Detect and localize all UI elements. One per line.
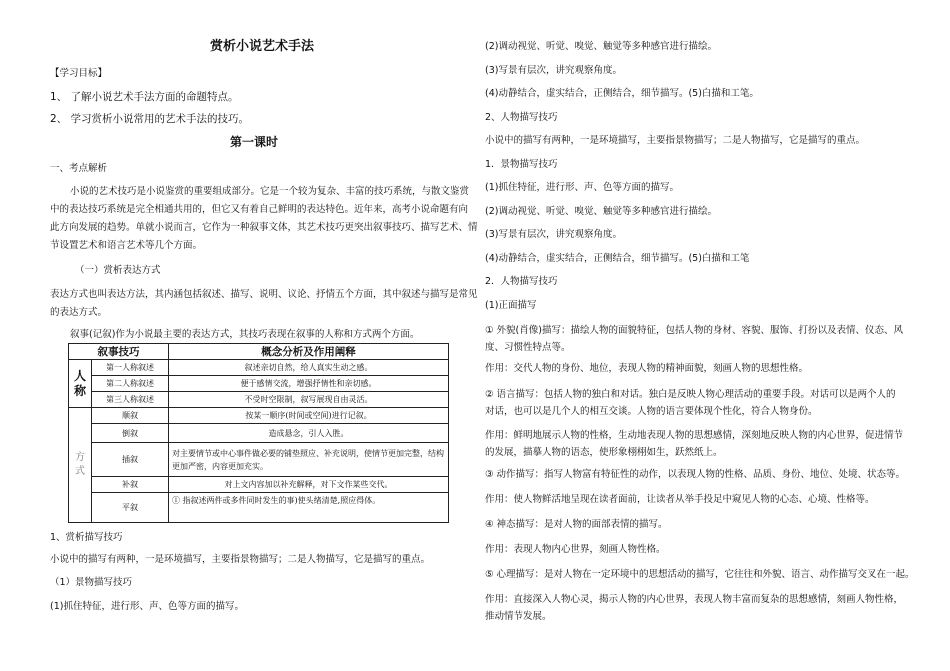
table-cell: 不受时空限制，叙写展现自由灵活。 [169,392,449,408]
paragraph-line: 表达方式也叫表达方法，其内涵包括叙述、描写、说明、议论、抒情五个方面，其中叙述与描写是常见 [50,289,478,300]
table-row [69,424,449,443]
description-line: ④ 神态描写：是对人物的面部表情的描写。 [485,519,668,530]
subsection-heading: （1）景物描写技巧 [50,577,133,588]
table-cell: 按某一顺序(时间或空间)进行记叙。 [169,408,449,424]
table-row [69,360,449,376]
description-block: ① 外貌(肖像)描写：描绘人物的面貌特征，包括人物的身材、容貌、服饰、打扮以及表情、仪态、风度、习惯性特点等。 [485,325,903,353]
table-cell: 造成悬念，引人入胜。 [169,424,449,443]
effect-line: 作用：表现人物内心世界，刻画人物性格。 [485,544,666,555]
subsection-heading: 2．人物描写技巧 [485,276,558,287]
intro-line: 中的表达技巧系统是完全相通共用的，但它又有着自己鲜明的表达特色。近年来，高考小说命题有向 [50,204,469,215]
description-line: ③ 动作描写：指写人物富有特征性的动作，以表现人物的性格、品质、身份、地位、处境、状态等。 [485,469,906,480]
table-header-cell: 概念分析及作用阐释 [169,344,449,360]
paragraph-line: 的表达方式。 [50,307,108,318]
table-cell: ① 指叙述两件或多件同时发生的事)使头绪清楚,照应得体。 [169,493,449,523]
goal-header: 【学习目标】 [50,68,108,79]
subsection-heading: (1)正面描写 [485,300,537,311]
table-row [69,443,449,477]
table-cell: 第二人称叙述 [92,376,169,392]
paragraph-line: 叙事(记叙)作为小说最主要的表达方式，其技巧表现在叙事的人称和方式两个方面。 [70,329,420,340]
narration-table [68,343,449,523]
paragraph-line: (4)动静结合，虚实结合，正侧结合，细节描写。(5)白描和工笔 [485,253,750,264]
intro-line: 此方向发展的趋势。单就小说而言，它作为一种叙事文体，其艺术技巧更突出叙事技巧、描写艺术、情 [50,222,478,233]
table-row [69,392,449,408]
table-cell: 第一人称叙述 [92,360,169,376]
effect-line: 作用：使人物鲜活地呈现在读者面前，让读者从举手投足中窥见人物的心态、心境、性格等。 [485,494,875,505]
description-line: ⑤ 心理描写：是对人物在一定环境中的思想活动的描写，它往往和外貌、语言、动作描写交叉在一起。 [485,569,915,580]
paragraph-line: 小说中的描写有两种，一是环境描写，主要指景物描写；二是人物描写，它是描写的重点。 [485,135,866,146]
table-row [69,493,449,523]
table-cell: 对上文内容加以补充解释，对下文作某些交代。 [169,477,449,493]
section-heading: 一、考点解析 [50,163,108,174]
paragraph-line: (2)调动视觉、听觉、嗅觉、触觉等多种感官进行描绘。 [485,206,717,217]
intro-line: 小说的艺术技巧是小说鉴赏的重要组成部分。它是一个较为复杂、丰富的技巧系统，与散文鉴赏 [70,186,470,197]
effect-line: 作用：交代人物的身份、地位，表现人物的精神面貌，刻画人物的思想性格。 [485,363,809,374]
paragraph-line: (3)写景有层次，讲究观察角度。 [485,229,622,240]
table-cell: 补叙 [92,477,169,493]
paragraph-line: 小说中的描写有两种，一是环境描写，主要指景物描写；二是人物描写，它是描写的重点。 [50,554,431,565]
table-row [69,376,449,392]
paragraph-line: (4)动静结合，虚实结合，正侧结合，细节描写。(5)白描和工笔。 [485,88,759,99]
subsection-heading: （一）赏析表达方式 [75,265,161,276]
subsection-heading: 1．景物描写技巧 [485,159,558,170]
effect-block: 作用：直接深入人物心灵，揭示人物的内心世界，表现人物丰富而复杂的思想感情，刻画人物性格，推动情节发展。 [485,594,904,622]
goal-1: 1、 了解小说艺术手法方面的命题特点。 [50,91,239,103]
section-heading: 1、赏析描写技巧 [50,532,123,543]
intro-line: 节设置艺术和语言艺术等几个方面。 [50,240,203,251]
table-cell: 对主要情节或中心事件做必要的铺垫照应、补充说明，使情节更加完整，结构更加严密，内容更加充实。 [169,443,449,477]
lesson-title: 第一课时 [230,135,279,149]
table-cell: 便于感情交流，增强抒情性和亲切感。 [169,376,449,392]
paragraph-line: (1)抓住特征，进行形、声、色等方面的描写。 [50,601,244,612]
table-cell: 平叙 [92,493,169,523]
table-row [69,408,449,424]
table-cell: 第三人称叙述 [92,392,169,408]
table-cell: 倒叙 [92,424,169,443]
table-cell: 顺叙 [92,408,169,424]
table-cell: 插叙 [92,443,169,477]
paragraph-line: (2)调动视觉、听觉、嗅觉、触觉等多种感官进行描绘。 [485,41,717,52]
table-cell: 叙述亲切自然，给人真实生动之感。 [169,360,449,376]
table-row [69,477,449,493]
description-block: ② 语言描写：包括人物的独白和对话。独白是反映人物心理活动的重要手段。对话可以是两个人的对话，也可以是几个人的相互交谈。人物的语言要体现个性化，符合人物身份。 [485,389,896,417]
table-header-row [69,344,449,360]
page-title: 赏析小说艺术手法 [210,39,315,54]
paragraph-line: (1)抓住特征，进行形、声、色等方面的描写。 [485,182,679,193]
group-label: 人 称 [69,360,92,408]
effect-block: 作用：鲜明地展示人物的性格，生动地表现人物的思想感情，深刻地反映人物的内心世界，促进情节的发展，描摹人物的语态，使形象栩栩如生，跃然纸上。 [485,430,904,458]
table-header-cell: 叙事技巧 [69,344,169,360]
group-label: 方 式 [69,408,92,523]
section-heading: 2、人物描写技巧 [485,112,558,123]
goal-2: 2、 学习赏析小说常用的艺术手法的技巧。 [50,113,250,125]
paragraph-line: (3)写景有层次，讲究观察角度。 [485,65,622,76]
